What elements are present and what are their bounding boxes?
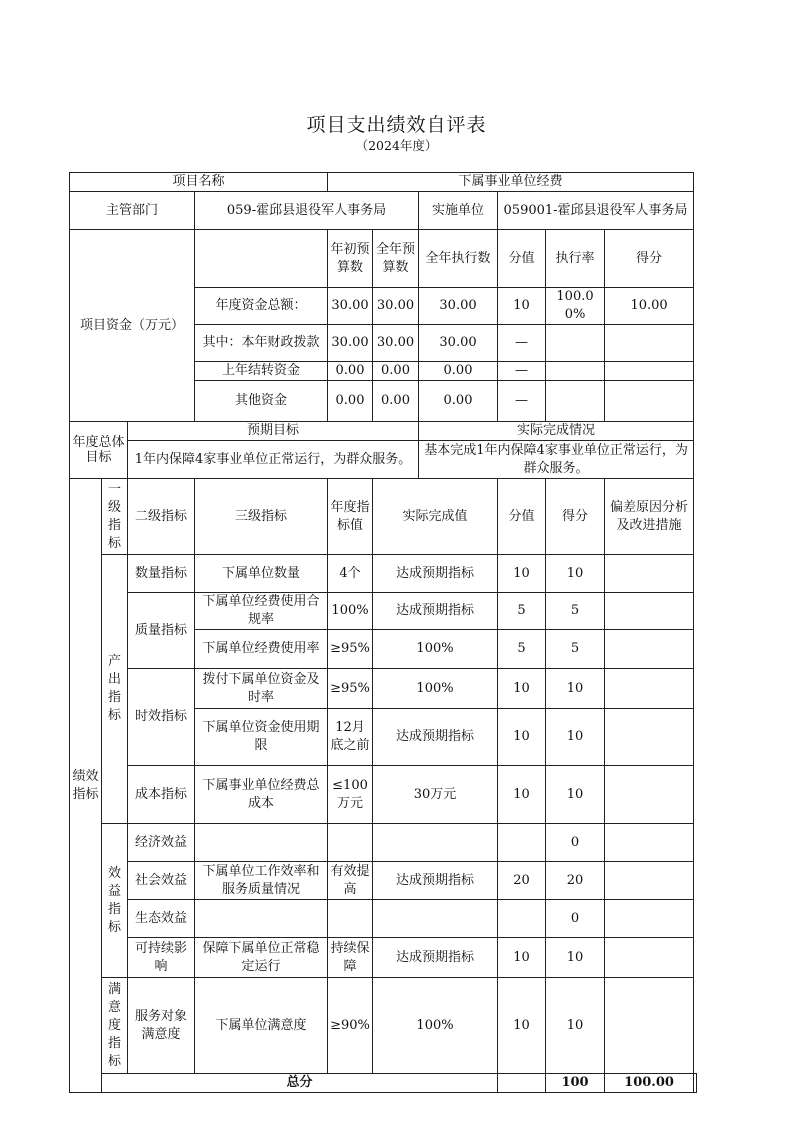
indicator-score-value: 10 bbox=[498, 669, 546, 709]
funds-label: 项目资金（万元） bbox=[70, 230, 195, 422]
indicator-target: ≤100万元 bbox=[328, 766, 373, 824]
indicator-header-actual: 实际完成值 bbox=[373, 479, 498, 555]
total-label: 总分 bbox=[102, 1074, 498, 1093]
indicator-score-value: 10 bbox=[498, 978, 546, 1074]
indicator-target: ≥90% bbox=[328, 978, 373, 1074]
funds-header-exec-rate: 执行率 bbox=[546, 230, 605, 288]
fund-row-label: 其中：本年财政拨款 bbox=[195, 325, 328, 362]
page-title: 项目支出绩效自评表 bbox=[306, 114, 487, 136]
group-satisfaction-label: 满意度指标 bbox=[102, 978, 128, 1074]
fund-row-annual: 0.00 bbox=[373, 381, 419, 422]
indicator-level2: 时效指标 bbox=[128, 669, 195, 766]
indicator-deviation bbox=[605, 938, 694, 978]
total-blank bbox=[498, 1074, 546, 1093]
fund-row-score bbox=[605, 362, 694, 381]
indicator-score: 0 bbox=[546, 900, 605, 938]
fund-row-initial: 0.00 bbox=[328, 362, 373, 381]
indicator-score-value: 5 bbox=[498, 593, 546, 630]
indicator-level3: 下属单位资金使用期限 bbox=[195, 709, 328, 766]
indicator-header-level1: 一级指标 bbox=[102, 479, 128, 555]
funds-header-score: 得分 bbox=[605, 230, 694, 288]
indicator-target: 12月底之前 bbox=[328, 709, 373, 766]
indicator-deviation bbox=[605, 900, 694, 938]
indicator-score: 0 bbox=[546, 824, 605, 862]
fund-row-label: 其他资金 bbox=[195, 381, 328, 422]
indicator-target bbox=[328, 900, 373, 938]
indicator-score-value: 10 bbox=[498, 709, 546, 766]
indicator-level3: 下属单位经费使用率 bbox=[195, 630, 328, 669]
total-deviation bbox=[694, 1074, 697, 1093]
indicator-target: 4个 bbox=[328, 555, 373, 593]
goals-actual-label: 实际完成情况 bbox=[419, 422, 694, 441]
indicator-actual: 30万元 bbox=[373, 766, 498, 824]
indicator-level2: 生态效益 bbox=[128, 900, 195, 938]
group-output-label: 产出指标 bbox=[102, 555, 128, 824]
fund-row-score-value: — bbox=[498, 362, 546, 381]
indicator-score: 5 bbox=[546, 593, 605, 630]
indicator-score: 10 bbox=[546, 669, 605, 709]
fund-row-annual: 30.00 bbox=[373, 325, 419, 362]
indicator-target bbox=[328, 824, 373, 862]
indicator-level3: 下属单位经费使用合规率 bbox=[195, 593, 328, 630]
fund-row-exec-rate bbox=[546, 325, 605, 362]
goals-actual: 基本完成1年内保障4家事业单位正常运行，为群众服务。 bbox=[419, 441, 694, 479]
fund-row-score-value: — bbox=[498, 325, 546, 362]
goals-expected: 1年内保障4家事业单位正常运行，为群众服务。 bbox=[128, 441, 419, 479]
fund-row-executed: 0.00 bbox=[419, 381, 498, 422]
funds-header-blank bbox=[195, 230, 328, 288]
fund-row-score-value: 10 bbox=[498, 288, 546, 325]
funds-header-score-value: 分值 bbox=[498, 230, 546, 288]
indicator-header-target: 年度指标值 bbox=[328, 479, 373, 555]
fund-row-label: 年度资金总额： bbox=[195, 288, 328, 325]
indicator-level3: 拨付下属单位资金及时率 bbox=[195, 669, 328, 709]
funds-header-initial: 年初预算数 bbox=[328, 230, 373, 288]
fund-row-executed: 30.00 bbox=[419, 325, 498, 362]
indicator-level3: 保障下属单位正常稳定运行 bbox=[195, 938, 328, 978]
indicator-actual: 达成预期指标 bbox=[373, 555, 498, 593]
indicator-score: 10 bbox=[546, 766, 605, 824]
fund-row-score: 10.00 bbox=[605, 288, 694, 325]
indicator-target: 有效提高 bbox=[328, 862, 373, 900]
indicator-deviation bbox=[605, 593, 694, 630]
goals-expected-label: 预期目标 bbox=[128, 422, 419, 441]
indicator-score: 10 bbox=[546, 555, 605, 593]
fund-row-initial: 30.00 bbox=[328, 325, 373, 362]
evaluation-table bbox=[69, 172, 697, 1093]
indicator-target: 100% bbox=[328, 593, 373, 630]
indicator-level2: 质量指标 bbox=[128, 593, 195, 669]
indicator-level3 bbox=[195, 824, 328, 862]
indicator-header-level3: 三级指标 bbox=[195, 479, 328, 555]
indicator-level2: 成本指标 bbox=[128, 766, 195, 824]
indicator-actual: 100% bbox=[373, 630, 498, 669]
indicator-actual: 达成预期指标 bbox=[373, 709, 498, 766]
indicator-header-level2: 二级指标 bbox=[128, 479, 195, 555]
total-score-value: 100 bbox=[546, 1074, 605, 1093]
indicator-actual: 达成预期指标 bbox=[373, 938, 498, 978]
indicator-target: ≥95% bbox=[328, 630, 373, 669]
indicator-score-value: 10 bbox=[498, 938, 546, 978]
indicator-actual bbox=[373, 900, 498, 938]
dept-value: 059-霍邱县退役军人事务局 bbox=[195, 192, 419, 230]
indicator-score-value: 20 bbox=[498, 862, 546, 900]
indicator-level2: 数量指标 bbox=[128, 555, 195, 593]
funds-header-annual: 全年预算数 bbox=[373, 230, 419, 288]
indicator-target: ≥95% bbox=[328, 669, 373, 709]
indicator-header-deviation: 偏差原因分析及改进措施 bbox=[605, 479, 694, 555]
indicator-level2: 社会效益 bbox=[128, 862, 195, 900]
fund-row-initial: 0.00 bbox=[328, 381, 373, 422]
indicator-actual: 达成预期指标 bbox=[373, 862, 498, 900]
indicator-actual: 100% bbox=[373, 978, 498, 1074]
indicator-score-value bbox=[498, 900, 546, 938]
indicator-score-value: 10 bbox=[498, 555, 546, 593]
page-subtitle: （2024年度） bbox=[355, 138, 438, 153]
dept-label: 主管部门 bbox=[70, 192, 195, 230]
indicator-header-score-value: 分值 bbox=[498, 479, 546, 555]
indicator-deviation bbox=[605, 766, 694, 824]
fund-row-annual: 0.00 bbox=[373, 362, 419, 381]
indicator-score-value bbox=[498, 824, 546, 862]
indicator-actual: 达成预期指标 bbox=[373, 593, 498, 630]
funds-header-executed: 全年执行数 bbox=[419, 230, 498, 288]
indicator-deviation bbox=[605, 630, 694, 669]
indicator-actual: 100% bbox=[373, 669, 498, 709]
project-name-label: 项目名称 bbox=[70, 173, 328, 192]
indicator-score: 10 bbox=[546, 978, 605, 1074]
impl-value: 059001-霍邱县退役军人事务局 bbox=[498, 192, 694, 230]
indicator-level2: 服务对象满意度 bbox=[128, 978, 195, 1074]
indicator-level3: 下属单位数量 bbox=[195, 555, 328, 593]
indicator-level3: 下属单位工作效率和服务质量情况 bbox=[195, 862, 328, 900]
fund-row-exec-rate bbox=[546, 381, 605, 422]
indicator-deviation bbox=[605, 824, 694, 862]
fund-row-score-value: — bbox=[498, 381, 546, 422]
indicator-deviation bbox=[605, 978, 694, 1074]
indicator-score-value: 5 bbox=[498, 630, 546, 669]
indicator-deviation bbox=[605, 669, 694, 709]
indicator-actual bbox=[373, 824, 498, 862]
indicator-deviation bbox=[605, 709, 694, 766]
fund-row-exec-rate bbox=[546, 362, 605, 381]
indicator-level2: 可持续影响 bbox=[128, 938, 195, 978]
indicator-deviation bbox=[605, 862, 694, 900]
indicator-level3 bbox=[195, 900, 328, 938]
indicator-deviation bbox=[605, 555, 694, 593]
indicator-score: 5 bbox=[546, 630, 605, 669]
group-benefit-label: 效益指标 bbox=[102, 824, 128, 978]
indicator-score-value: 10 bbox=[498, 766, 546, 824]
fund-row-score bbox=[605, 325, 694, 362]
indicator-score: 10 bbox=[546, 709, 605, 766]
impl-label: 实施单位 bbox=[419, 192, 498, 230]
indicator-header-score: 得分 bbox=[546, 479, 605, 555]
fund-row-initial: 30.00 bbox=[328, 288, 373, 325]
total-score: 100.00 bbox=[605, 1074, 694, 1093]
fund-row-executed: 30.00 bbox=[419, 288, 498, 325]
indicator-level3: 下属单位满意度 bbox=[195, 978, 328, 1074]
indicator-level3: 下属事业单位经费总成本 bbox=[195, 766, 328, 824]
indicator-target: 持续保障 bbox=[328, 938, 373, 978]
indicators-section-label: 绩效指标 bbox=[70, 479, 102, 1093]
fund-row-executed: 0.00 bbox=[419, 362, 498, 381]
indicator-level2: 经济效益 bbox=[128, 824, 195, 862]
goals-label: 年度总体目标 bbox=[70, 422, 128, 479]
indicator-score: 20 bbox=[546, 862, 605, 900]
fund-row-exec-rate: 100.00% bbox=[546, 288, 605, 325]
fund-row-annual: 30.00 bbox=[373, 288, 419, 325]
fund-row-score bbox=[605, 381, 694, 422]
indicator-score: 10 bbox=[546, 938, 605, 978]
fund-row-label: 上年结转资金 bbox=[195, 362, 328, 381]
project-name-value: 下属事业单位经费 bbox=[328, 173, 694, 192]
